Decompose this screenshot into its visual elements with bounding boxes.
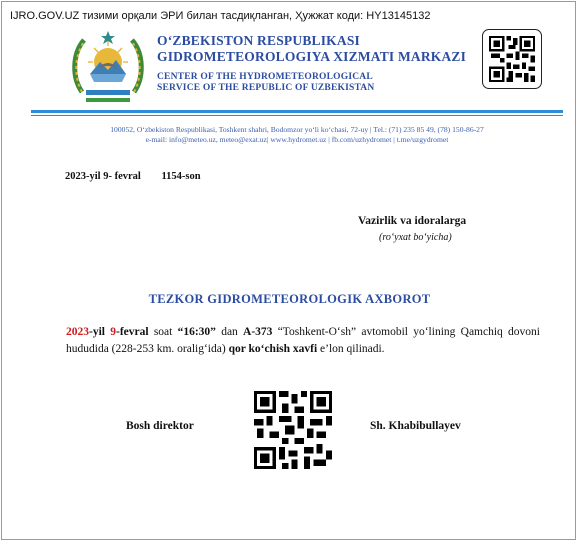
signature-qr-code-icon — [254, 391, 332, 469]
verification-stamp: IJRO.GOV.UZ тизими орқали ЭРИ билан тасдиқланган, Ҳужжат коди: HY13145132 — [10, 10, 431, 22]
recipient-note: (ro‘yxat bo‘yicha) — [379, 232, 452, 243]
body-road: A-373 — [243, 326, 273, 338]
document-number: 1154-son — [161, 171, 201, 182]
body-text-1: soat — [148, 326, 178, 338]
organization-name-uz — [157, 33, 466, 65]
organization-name-en — [157, 72, 374, 94]
body-month: -fevral — [115, 326, 149, 338]
document-body — [66, 324, 540, 358]
body-year-suffix: -yil — [89, 326, 111, 338]
state-emblem-icon — [68, 28, 148, 104]
body-time: “16:30” — [177, 326, 216, 338]
body-year: 2023 — [66, 326, 89, 338]
org-en-line1: CENTER OF THE HYDROMETEOROLOGICAL — [157, 72, 373, 82]
recipient: Vazirlik va idoralarga — [358, 215, 467, 227]
org-uz-line2: GIDROMETEOROLOGIYA XIZMATI MARKAZI — [157, 49, 467, 64]
contact-address — [31, 125, 563, 145]
body-text-3: “Toshkent-O‘sh” avtomobil yo‘lining Qamchiq dovoni hududida (228-253 km. oralig‘ida) — [66, 326, 540, 355]
body-day: 9 — [110, 326, 116, 338]
header-rule-thick — [31, 110, 563, 113]
org-uz-line1: O‘ZBEKISTON RESPUBLIKASI — [157, 33, 360, 48]
header-rule-thin — [31, 115, 563, 116]
document-title: TEZKOR GIDROMETEOROLOGIK AXBOROT — [148, 292, 431, 306]
document-reference — [65, 171, 205, 182]
body-text-4: e’lon qilinadi. — [317, 343, 385, 355]
org-en-line2: SERVICE OF THE REPUBLIC OF UZBEKISTAN — [157, 83, 375, 93]
body-text-2: dan — [215, 326, 244, 338]
header-qr-code-icon — [482, 29, 542, 89]
address-line: 100052, O‘zbekiston Respublikasi, Toshkent shahri, Bodomzor yo‘li ko‘chasi, 72-uy | Tel.: (71) 235 85 49, (78) 150-86-27 — [110, 125, 484, 134]
contact-links: e-mail: info@meteo.uz, meteo@exat.uz| www.hydromet.uz | fb.com/uzhydromet | t.me/uzgydromet — [145, 135, 449, 144]
signer-name: Sh. Khabibullayev — [370, 420, 461, 432]
signer-title: Bosh direktor — [126, 420, 194, 432]
body-warning: qor ko‘chish xavfi — [228, 343, 318, 355]
document-date: 2023-yil 9- fevral — [65, 171, 141, 182]
